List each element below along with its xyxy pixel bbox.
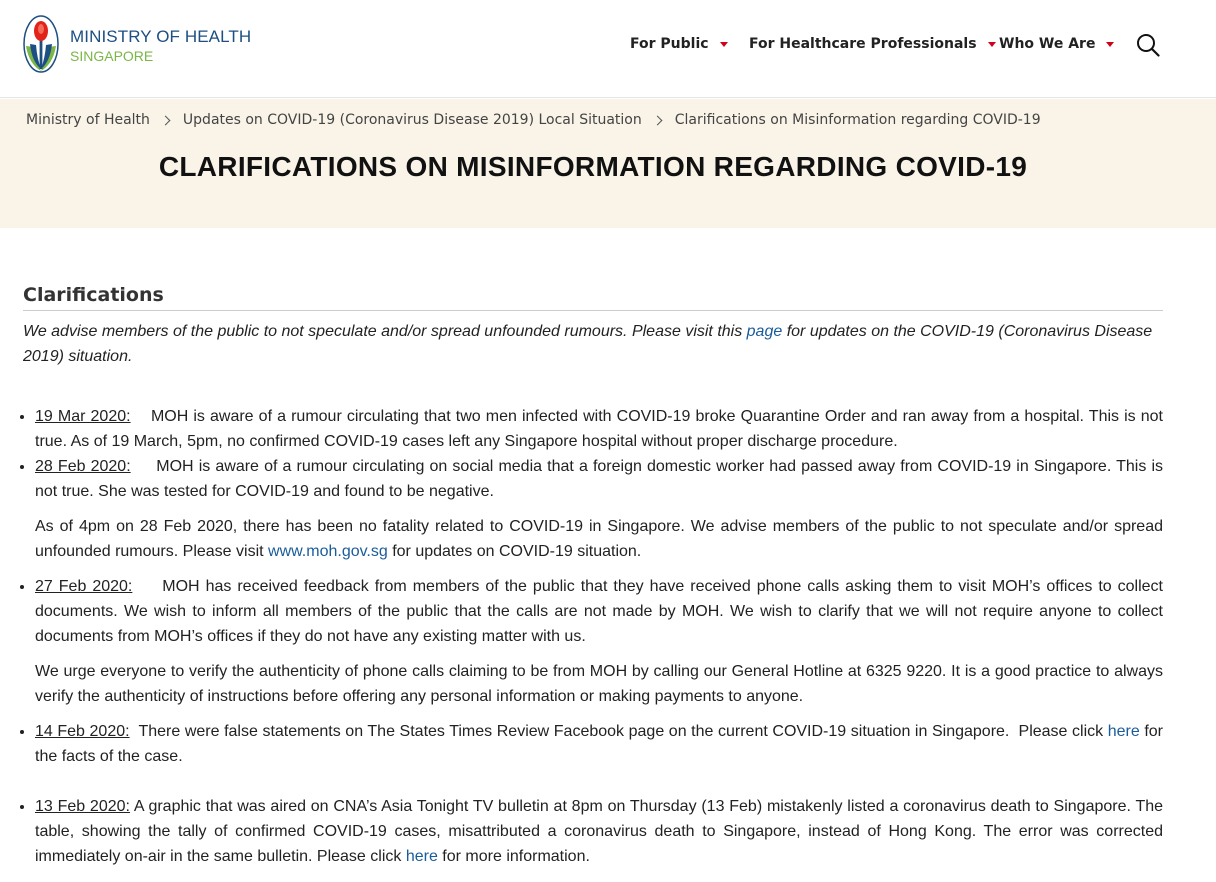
- logo-title: MINISTRY OF HEALTH: [70, 27, 252, 46]
- main-content: [23, 284, 1168, 869]
- item-date: 14 Feb 2020:: [35, 723, 130, 740]
- logo-subtitle: SINGAPORE: [70, 48, 154, 64]
- breadcrumb: [26, 112, 1041, 128]
- item-text: MOH is aware of a rumour circulating on social media that a foreign domestic worker had passed away from COVID-19 in Singapore. This is not true. She was tested for COVID-19 and found to be negative.: [35, 458, 1168, 500]
- moh-logo[interactable]: [22, 14, 262, 76]
- list-item: [35, 404, 1168, 454]
- search-icon[interactable]: [1136, 33, 1160, 57]
- site-header: [0, 0, 1216, 98]
- nav-for-healthcare-professionals[interactable]: [749, 36, 996, 52]
- list-item: [35, 574, 1168, 709]
- list-item: [35, 794, 1168, 869]
- more-info-here-link[interactable]: here: [405, 848, 438, 865]
- nav-label: Who We Are: [999, 36, 1096, 52]
- item-text-end: for the facts of the case.: [35, 723, 1164, 765]
- item-date: 13 Feb 2020:: [35, 798, 130, 815]
- item-text-start: A graphic that was aired on CNA’s Asia Tonight TV bulletin at 8pm on Thursday (13 Feb) mistakenly listed a coronavirus death to Singapore. The table, showing the tally of confirmed COVID-19 cases, misattributed a coronavirus death to Singapore, instead of Hong Kong. The error was corrected immediately on-air in the same bulletin. Please click: [35, 798, 1168, 865]
- breadcrumb-current: Clarifications on Misinformation regarding COVID-19: [674, 112, 1041, 128]
- item-followup-text: We urge everyone to verify the authenticity of phone calls claiming to be from MOH by calling our General Hotline at 6325 9220. It is a good practice to always verify the authenticity of instructions before offering any personal information or making payments to anyone.: [35, 663, 1163, 705]
- followup-text-end: for updates on COVID-19 situation.: [387, 543, 642, 560]
- chevron-down-icon: [988, 42, 996, 47]
- chevron-right-icon: [652, 115, 662, 125]
- nav-label: For Healthcare Professionals: [749, 36, 977, 52]
- moh-emblem-icon: [22, 14, 60, 74]
- item-text-end: for more information.: [437, 848, 590, 865]
- item-followup-text: [35, 514, 1163, 564]
- chevron-down-icon: [1106, 42, 1114, 47]
- breadcrumb-covid-updates[interactable]: Updates on COVID-19 (Coronavirus Disease 2019) Local Situation: [182, 112, 642, 128]
- section-heading: Clarifications: [23, 284, 1163, 311]
- nav-who-we-are[interactable]: [999, 36, 1114, 52]
- page-banner: [0, 99, 1216, 228]
- chevron-right-icon: [160, 115, 170, 125]
- item-date: 27 Feb 2020:: [35, 578, 133, 595]
- updates-page-link[interactable]: page: [746, 323, 783, 340]
- page-title: CLARIFICATIONS ON MISINFORMATION REGARDING COVID-19: [158, 151, 1028, 182]
- clarifications-list: [23, 404, 1168, 869]
- item-date: 28 Feb 2020:: [35, 458, 131, 475]
- item-text-start: There were false statements on The States Times Review Facebook page on the current COVID-19 situation in Singapore. Please click: [129, 723, 1108, 740]
- nav-for-public[interactable]: [630, 36, 728, 52]
- breadcrumb-home[interactable]: Ministry of Health: [26, 112, 150, 128]
- intro-text: [23, 319, 1163, 369]
- intro-text-start: We advise members of the public to not speculate and/or spread unfounded rumours. Please visit this: [23, 323, 747, 340]
- item-date: 19 Mar 2020:: [35, 408, 131, 425]
- facts-here-link[interactable]: here: [1107, 723, 1140, 740]
- list-item: [35, 454, 1168, 564]
- item-text: MOH has received feedback from members of the public that they have received phone calls asking them to visit MOH’s offices to collect documents. We wish to inform all members of the public that the calls are not made by MOH. We wish to clarify that we will not require anyone to collect documents from MOH’s offices if they do not have any existing matter with us.: [35, 578, 1168, 645]
- nav-label: For Public: [630, 36, 709, 52]
- chevron-down-icon: [720, 42, 728, 47]
- list-item: [35, 719, 1163, 769]
- followup-text-start: As of 4pm on 28 Feb 2020, there has been no fatality related to COVID-19 in Singapore. We advise members of the public to not speculate and/or spread unfounded rumours. Please visit: [35, 518, 1163, 560]
- moh-website-link[interactable]: www.moh.gov.sg: [268, 543, 388, 560]
- intro-text-end: for updates on the COVID-19 (Coronavirus Disease 2019) situation.: [23, 323, 1153, 365]
- item-text: MOH is aware of a rumour circulating that two men infected with COVID-19 broke Quarantine Order and ran away from a hospital. This is not true. As of 19 March, 5pm, no confirmed COVID-19 cases left any Singapore hospital without proper discharge procedure.: [35, 408, 1168, 450]
